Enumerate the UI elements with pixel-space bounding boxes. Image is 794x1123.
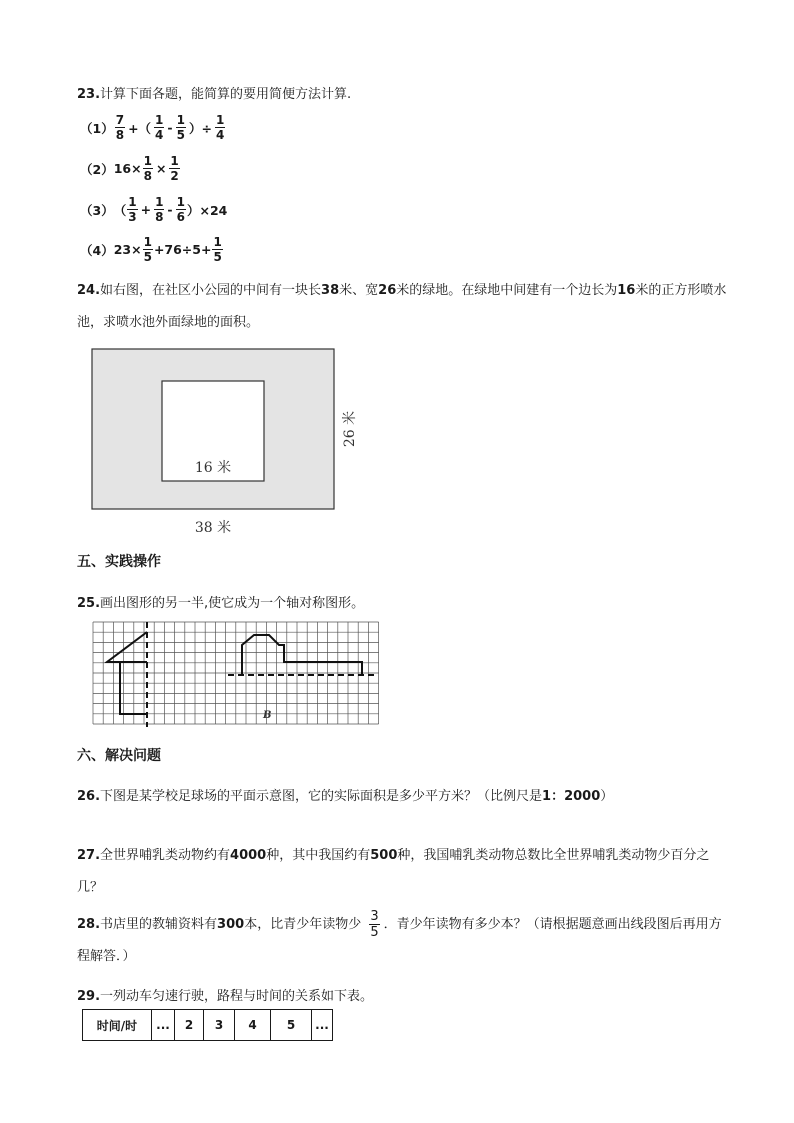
length-label: 38 米 xyxy=(194,520,232,536)
fraction: $\frac{1}{5}$ xyxy=(213,235,222,264)
q24-stem: 24.如右图，在社区小公园的中间有一块长38米、宽26米的绿地。在绿地中间建有一个边长为16米的正方形喷水池，求喷水池外面绿地的面积。 xyxy=(77,283,727,330)
fraction: $\frac{3}{5}$ xyxy=(370,909,379,940)
table-cell: 3 xyxy=(204,1010,235,1041)
q29-stem: 29.一列动车匀速行驶，路程与时间的关系如下表。 xyxy=(77,989,374,1004)
grid-label: B xyxy=(263,710,272,721)
fraction: $\frac{1}{2}$ xyxy=(170,154,179,183)
q23-text: 计算下面各题，能简算的要用简便方法计算. xyxy=(100,87,352,102)
fraction: $\frac{1}{5}$ xyxy=(143,235,152,264)
width-label: 26 米 xyxy=(342,410,358,448)
left-half-shape-top xyxy=(107,632,147,662)
table-cell: 5 xyxy=(271,1010,312,1041)
q23-stem xyxy=(77,83,351,102)
q23-item-1: （1） $\frac{7}{8}$ +（ $\frac{1}{4}$ - $\frac{1}{5}$ ）÷ $\frac{1}{4}$ xyxy=(80,113,225,142)
fraction: $\frac{1}{6}$ xyxy=(176,195,185,224)
q23-item-3: （3） （ $\frac{1}{3}$ + $\frac{1}{8}$ - $\frac{1}{6}$ ）×24 xyxy=(80,195,228,224)
table-cell: 4 xyxy=(235,1010,271,1041)
fraction: $\frac{1}{5}$ xyxy=(176,113,185,142)
q29-table-wrap xyxy=(82,1009,333,1041)
q24-garden-figure xyxy=(88,345,368,540)
table-cell: ... xyxy=(152,1010,175,1041)
fraction: $\frac{7}{8}$ xyxy=(115,113,125,142)
fraction: $\frac{1}{8}$ xyxy=(155,195,164,224)
q28-stem: 28.书店里的教辅资料有300本，比青少年读物少 $\frac{3}{5}$ ．青少年读物有多少本？（请根据题意画出线段图后再用方程解答．） xyxy=(77,909,722,964)
fraction: $\frac{1}{4}$ xyxy=(215,113,225,142)
q25-stem: 25.画出图形的另一半,使它成为一个轴对称图形。 xyxy=(77,596,365,611)
grid-lines xyxy=(93,622,379,724)
q23-item-4: （4） 23× $\frac{1}{5}$ +76÷5+ $\frac{1}{5}$ xyxy=(80,235,222,264)
q23-number: 23. xyxy=(77,87,101,102)
fraction: $\frac{1}{3}$ xyxy=(128,195,137,224)
table-row xyxy=(83,1010,333,1041)
section-5-title: 五、实践操作 xyxy=(77,554,161,570)
upper-half-shape xyxy=(242,635,362,675)
q26-stem: 26.下图是某学校足球场的平面示意图，它的实际面积是多少平方米？（比例尺是1：2000） xyxy=(77,789,614,804)
fraction: $\frac{1}{4}$ xyxy=(155,113,164,142)
q23-item-2: （2） 16× $\frac{1}{8}$ × $\frac{1}{2}$ xyxy=(80,154,179,183)
table-cell: ... xyxy=(312,1010,333,1041)
table-cell: 2 xyxy=(175,1010,204,1041)
inner-side-label: 16 米 xyxy=(194,460,232,476)
table-cell: 时间/时 xyxy=(83,1010,152,1041)
time-distance-table xyxy=(82,1009,333,1041)
q27-stem: 27.全世界哺乳类动物约有4000种，其中我国约有500种，我国哺乳类动物总数比全世界哺乳类动物少百分之几？ xyxy=(77,848,710,895)
fraction: $\frac{1}{8}$ xyxy=(143,154,152,183)
q25-grid-figure xyxy=(88,617,383,732)
section-6-title: 六、解决问题 xyxy=(77,748,161,764)
